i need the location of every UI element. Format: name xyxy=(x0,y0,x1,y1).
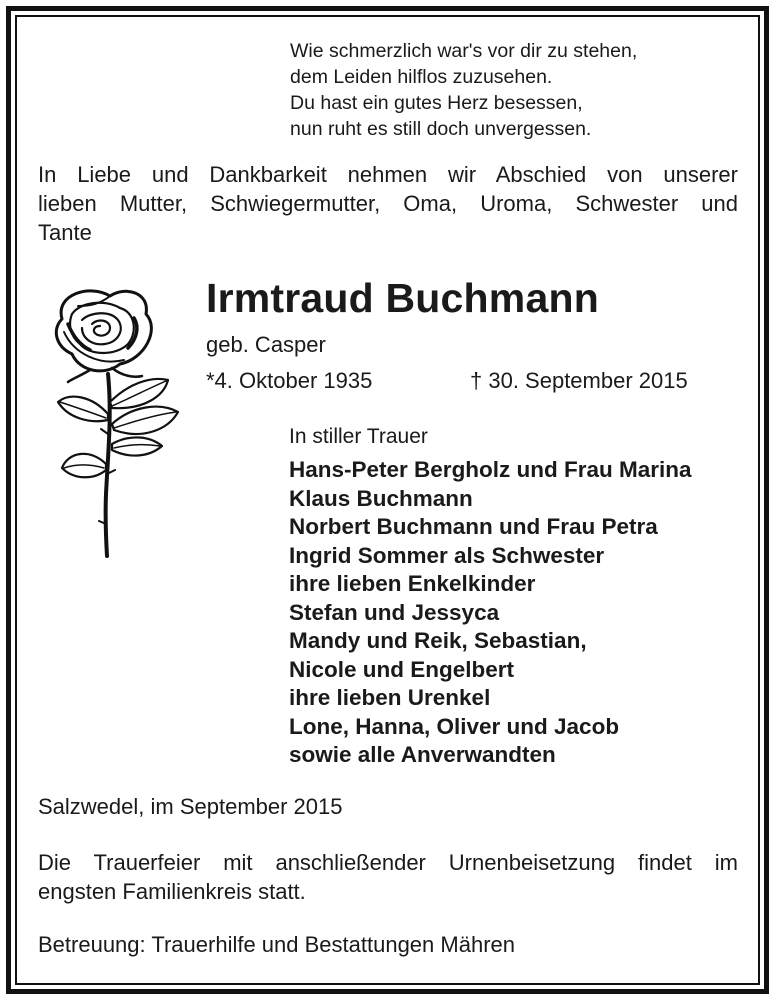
mourning-label: In stiller Trauer xyxy=(289,425,428,448)
mourner-entry: Mandy und Reik, Sebastian, xyxy=(289,628,587,653)
funeral-line: engsten Familienkreis statt. xyxy=(38,879,306,904)
intro-text xyxy=(38,160,738,247)
intro-line: Tante xyxy=(38,220,92,245)
poem-line: nun ruht es still doch unvergessen. xyxy=(290,118,592,140)
mourner-entry: Nicole und Engelbert xyxy=(289,656,515,682)
mourner-entry: Ingrid Sommer als Schwester xyxy=(289,542,605,568)
mourner-entry: sowie alle Anverwandten xyxy=(289,742,556,767)
poem-line: Wie schmerzlich war's vor dir zu stehen, xyxy=(290,40,638,62)
funeral-notice xyxy=(38,848,738,906)
deceased-name: Irmtraud Buchmann xyxy=(206,275,599,321)
intro-line: In Liebe und Dankbarkeit nehmen wir Abschied von unserer xyxy=(38,162,738,187)
mourner-entry: Klaus Buchmann xyxy=(289,485,473,511)
birth-date: *4. Oktober 1935 xyxy=(206,368,373,393)
place-date: Salzwedel, im September 2015 xyxy=(38,794,343,819)
maiden-name: geb. Casper xyxy=(206,332,326,357)
funeral-home-credit: Betreuung: Trauerhilfe und Bestattungen Mähren xyxy=(38,932,515,957)
mourners-list xyxy=(289,456,692,770)
death-date: † 30. September 2015 xyxy=(470,368,688,393)
mourner-entry: Hans-Peter Bergholz und Frau Marina xyxy=(289,457,692,482)
intro-line: lieben Mutter, Schwiegermutter, Oma, Uroma, Schwester und xyxy=(38,191,738,216)
mourner-entry: Norbert Buchmann und Frau Petra xyxy=(289,514,658,539)
rose-icon xyxy=(50,284,185,559)
mourner-entry: ihre lieben Urenkel xyxy=(289,685,491,710)
mourner-entry: Stefan und Jessyca xyxy=(289,599,500,625)
memorial-poem xyxy=(290,38,637,142)
mourner-entry: Lone, Hanna, Oliver und Jacob xyxy=(289,713,620,739)
poem-line: Du hast ein gutes Herz besessen, xyxy=(290,92,583,114)
funeral-line: Die Trauerfeier mit anschließender Urnenbeisetzung findet im xyxy=(38,850,738,875)
poem-line: dem Leiden hilflos zuzusehen. xyxy=(290,66,553,88)
mourner-entry: ihre lieben Enkelkinder xyxy=(289,571,536,596)
